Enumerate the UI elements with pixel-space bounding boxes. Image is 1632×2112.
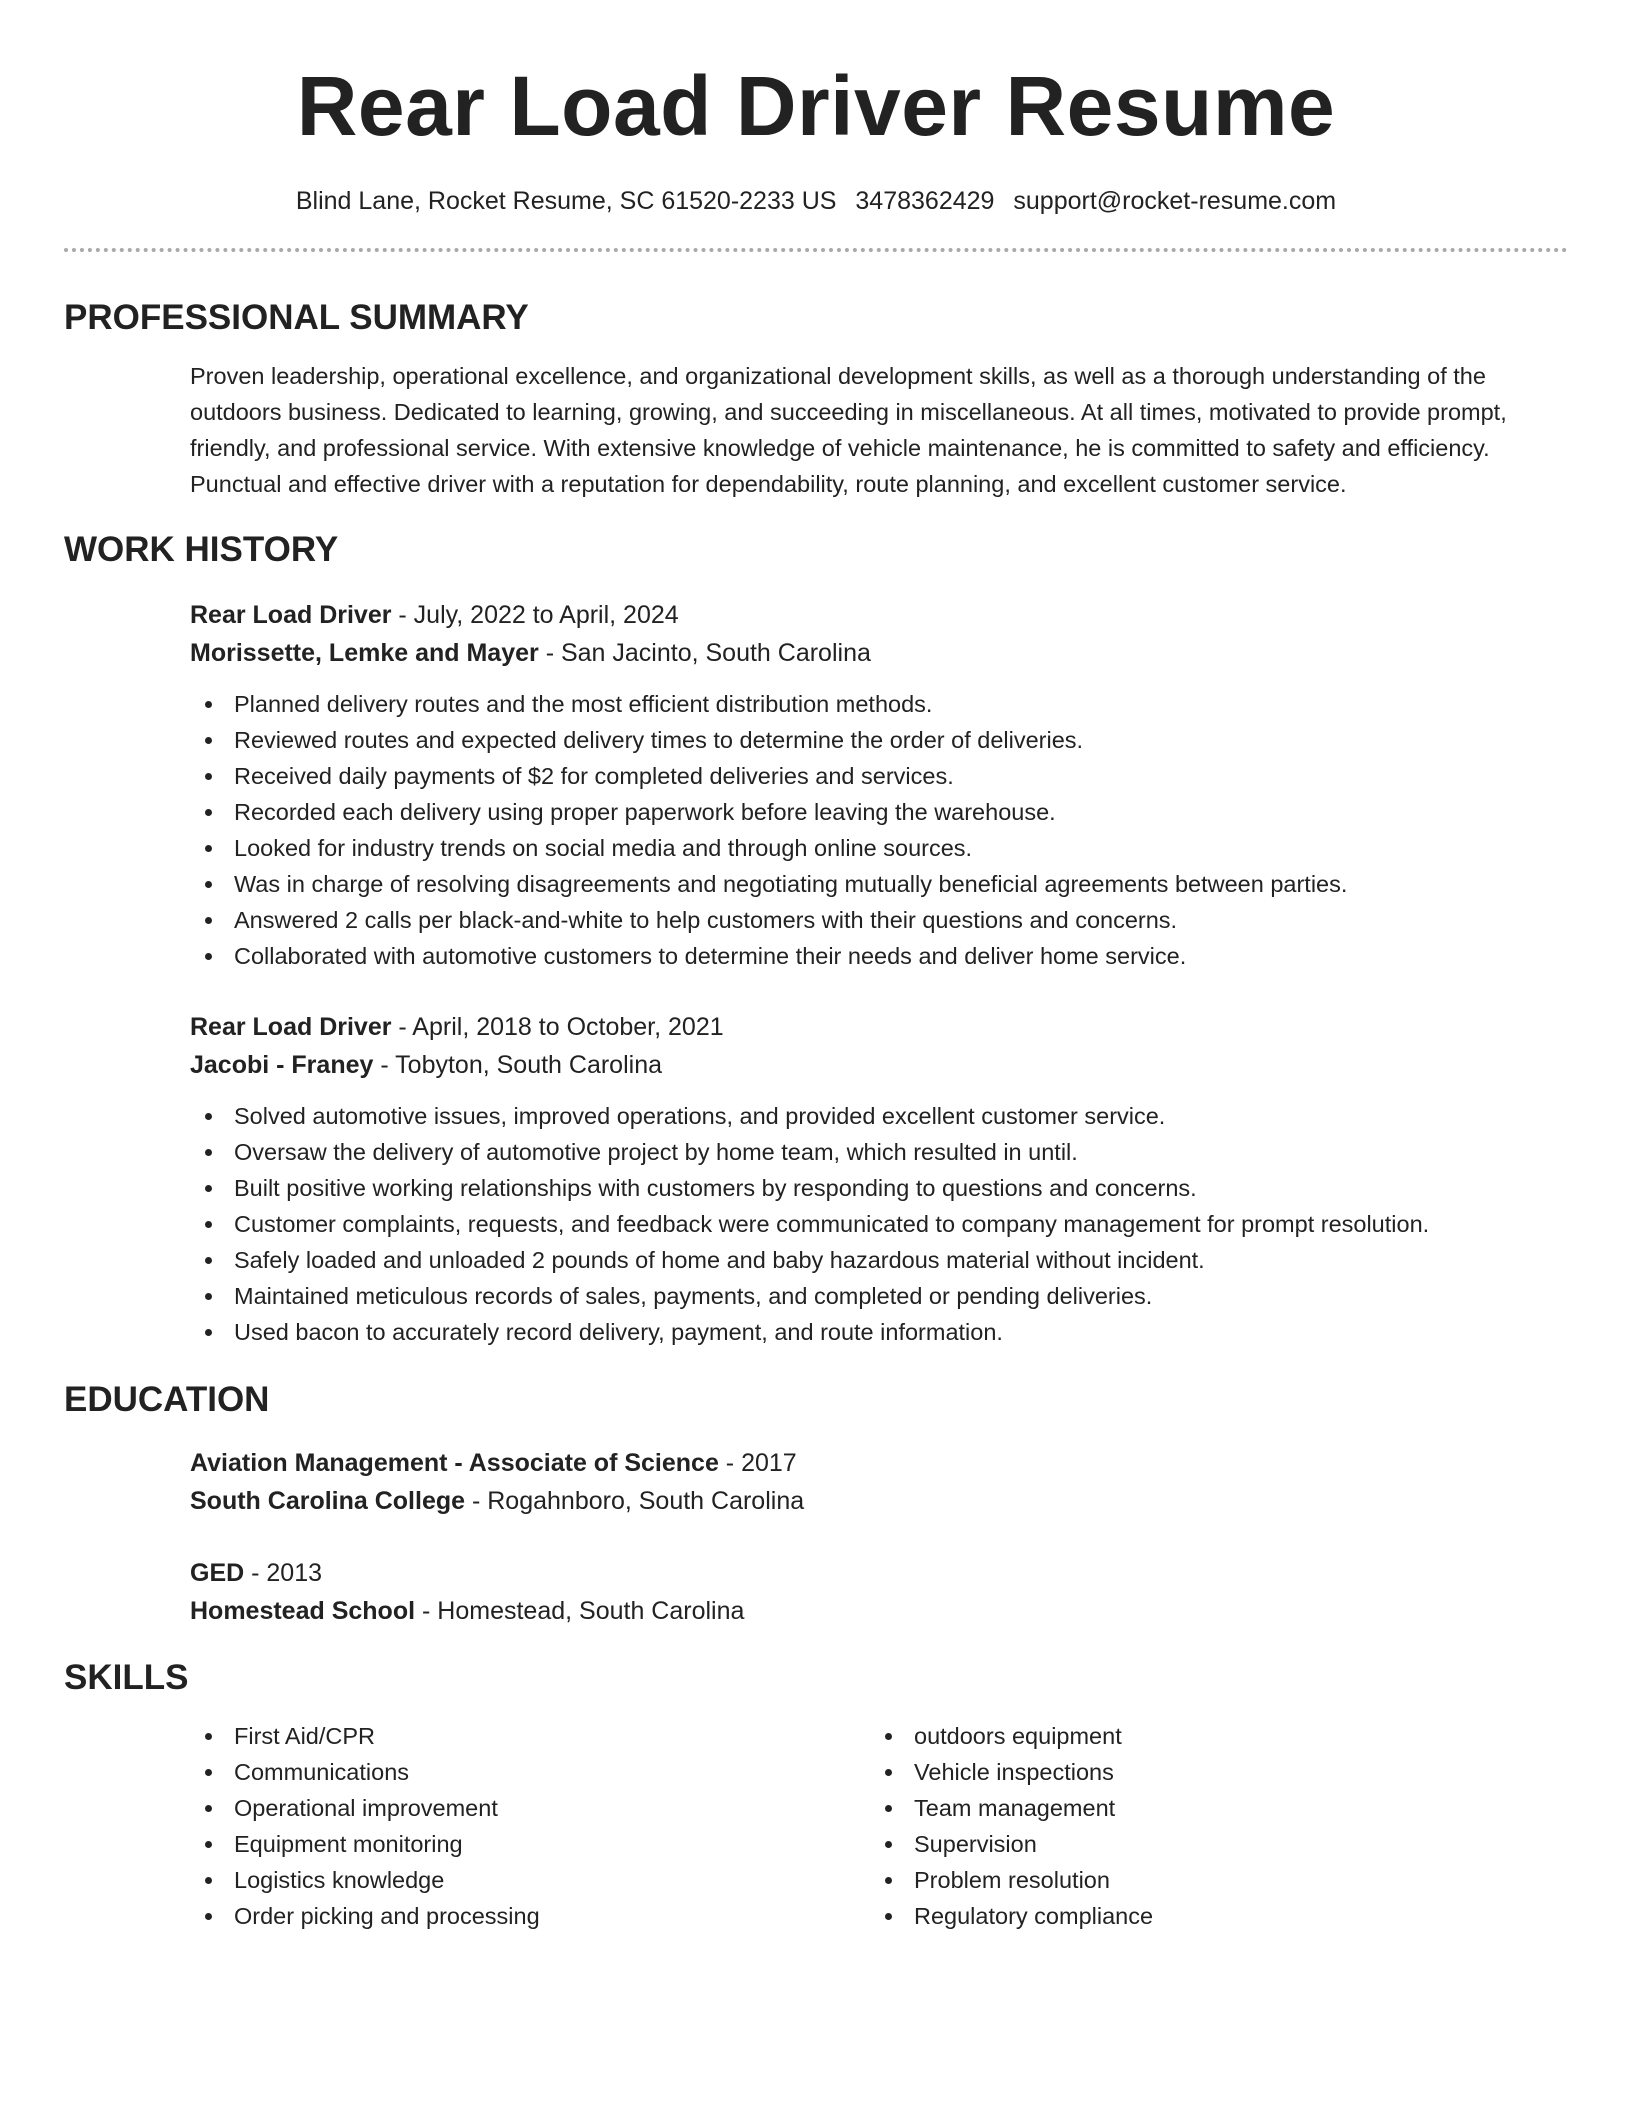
school: South Carolina College	[190, 1487, 466, 1515]
contact-line	[64, 184, 1568, 218]
list-item: Oversaw the delivery of automotive project by home team, which resulted in until.	[190, 1134, 1568, 1170]
list-item: Customer complaints, requests, and feedback were communicated to company management for prompt resolution.	[190, 1206, 1568, 1242]
list-item: Collaborated with automotive customers to determine their needs and deliver home service.	[190, 938, 1568, 974]
contact-address: Blind Lane, Rocket Resume, SC 61520-2233 US	[295, 187, 837, 215]
job-company-line	[190, 634, 1568, 672]
job-bullets	[190, 686, 1568, 974]
list-item: Solved automotive issues, improved operations, and provided excellent customer service.	[190, 1098, 1568, 1134]
skills-column-right	[870, 1718, 1550, 1934]
skill-item: Communications	[190, 1754, 870, 1790]
list-item: Planned delivery routes and the most efficient distribution methods.	[190, 686, 1568, 722]
school-location: - Rogahnboro, South Carolina	[465, 1487, 805, 1515]
skills-heading: SKILLS	[64, 1658, 189, 1697]
list-item: Reviewed routes and expected delivery times to determine the order of deliveries.	[190, 722, 1568, 758]
work-history-heading: WORK HISTORY	[64, 530, 339, 569]
skill-item: outdoors equipment	[870, 1718, 1550, 1754]
list-item: Recorded each delivery using proper paperwork before leaving the warehouse.	[190, 794, 1568, 830]
skills-list	[190, 1718, 1568, 1934]
skill-item: Regulatory compliance	[870, 1898, 1550, 1934]
school-location: - Homestead, South Carolina	[415, 1597, 745, 1625]
list-item: Received daily payments of $2 for completed deliveries and services.	[190, 758, 1568, 794]
list-item: Was in charge of resolving disagreements and negotiating mutually beneficial agreements between parties.	[190, 866, 1568, 902]
summary-text: Proven leadership, operational excellence, and organizational development skills, as well as a thorough understanding of the outdoors business. Dedicated to learning, growing, and succeeding in miscellaneous. At all times, motivated to provide prompt, friendly, and professional service. With extensive knowledge of vehicle maintenance, he is committed to safety and efficiency. Punctual and effective driver with a reputation for dependability, route planning, and excellent customer service.	[190, 363, 1507, 497]
degree: Aviation Management - Associate of Science	[190, 1449, 719, 1477]
skills-bullets	[190, 1718, 870, 1934]
job-bullets	[190, 1098, 1568, 1350]
skill-item: Supervision	[870, 1826, 1550, 1862]
education-heading: EDUCATION	[64, 1380, 270, 1419]
job-location: - Tobyton, South Carolina	[373, 1051, 663, 1079]
job-location: - San Jacinto, South Carolina	[538, 639, 871, 667]
skill-item: Problem resolution	[870, 1862, 1550, 1898]
degree: GED	[190, 1559, 245, 1587]
skills-bullets	[870, 1718, 1550, 1934]
contact-email: support@rocket-resume.com	[1013, 187, 1337, 215]
school-line	[190, 1482, 1568, 1520]
job-title-line	[190, 596, 1568, 634]
skill-item: Operational improvement	[190, 1790, 870, 1826]
skill-item: Logistics knowledge	[190, 1862, 870, 1898]
skill-item: Vehicle inspections	[870, 1754, 1550, 1790]
job-entry	[190, 596, 1568, 974]
resume-title: Rear Load Driver Resume	[296, 59, 1336, 153]
degree-year: - 2017	[718, 1449, 797, 1477]
list-item: Looked for industry trends on social media and through online sources.	[190, 830, 1568, 866]
job-title: Rear Load Driver	[190, 601, 392, 629]
skill-item: Order picking and processing	[190, 1898, 870, 1934]
skills-column-left	[190, 1718, 870, 1934]
school-line	[190, 1592, 1568, 1630]
job-entry	[190, 1008, 1568, 1350]
education-entry	[190, 1554, 1568, 1630]
list-item: Used bacon to accurately record delivery, payment, and route information.	[190, 1314, 1568, 1350]
list-item: Safely loaded and unloaded 2 pounds of home and baby hazardous material without incident.	[190, 1242, 1568, 1278]
school: Homestead School	[190, 1597, 416, 1625]
job-dates: - July, 2022 to April, 2024	[391, 601, 679, 629]
skill-item: Team management	[870, 1790, 1550, 1826]
header-divider	[64, 248, 1568, 252]
job-company: Morissette, Lemke and Mayer	[190, 639, 539, 667]
job-company: Jacobi - Franey	[190, 1051, 374, 1079]
degree-line	[190, 1444, 1568, 1482]
list-item: Answered 2 calls per black-and-white to help customers with their questions and concerns.	[190, 902, 1568, 938]
contact-phone: 3478362429	[855, 187, 995, 215]
skill-item: First Aid/CPR	[190, 1718, 870, 1754]
list-item: Maintained meticulous records of sales, payments, and completed or pending deliveries.	[190, 1278, 1568, 1314]
job-dates: - April, 2018 to October, 2021	[391, 1013, 724, 1041]
degree-line	[190, 1554, 1568, 1592]
job-title: Rear Load Driver	[190, 1013, 392, 1041]
summary-heading: PROFESSIONAL SUMMARY	[64, 298, 529, 337]
job-title-line	[190, 1008, 1568, 1046]
job-company-line	[190, 1046, 1568, 1084]
list-item: Built positive working relationships with customers by responding to questions and concerns.	[190, 1170, 1568, 1206]
degree-year: - 2013	[244, 1559, 323, 1587]
skill-item: Equipment monitoring	[190, 1826, 870, 1862]
education-entry	[190, 1444, 1568, 1520]
